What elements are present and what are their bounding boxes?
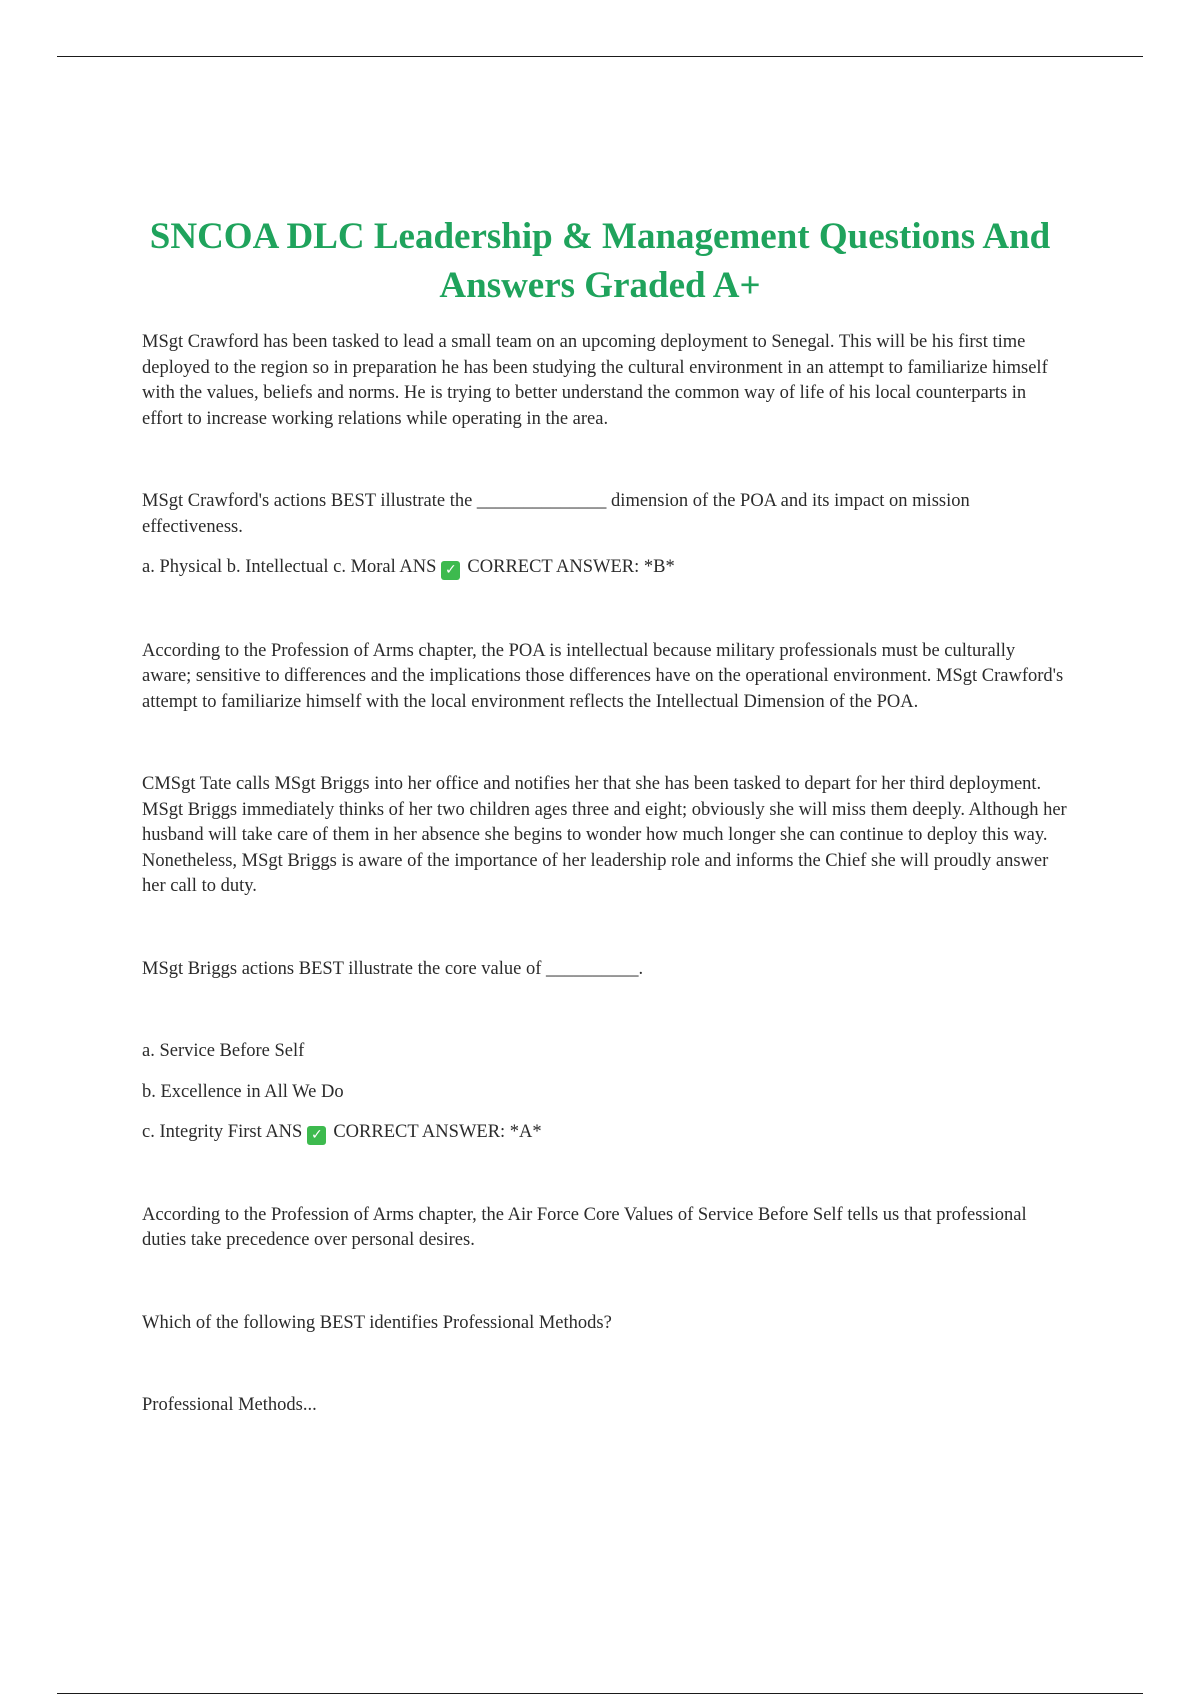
checkmark-icon: ✓ — [307, 1126, 326, 1145]
q2-option-b: b. Excellence in All We Do — [142, 1081, 344, 1102]
q3-partial: Professional Methods... — [142, 1395, 317, 1415]
q1-scenario: MSgt Crawford has been tasked to lead a small team on an upcoming deployment to Senegal. This will be his first time deployed to the region so in preparation he has been studying the cultural environment in an attempt to familiarize himself with the values, beliefs and norms. He is trying to better understand the common way of life of his local counterparts in effort to increase working relations while operating in the area. — [142, 332, 1048, 429]
document-title: SNCOA DLC Leadership & Management Questions And Answers Graded A+ — [149, 216, 1051, 306]
q2-option-c-answer — [142, 1120, 1067, 1146]
q1-question: MSgt Crawford's actions BEST illustrate the ______________ dimension of the POA and its impact on mission effectiveness. — [142, 491, 970, 537]
q2-option-a: a. Service Before Self — [142, 1041, 305, 1061]
q1-options: a. Physical b. Intellectual c. Moral ANS — [142, 557, 437, 577]
q1-correct-answer: CORRECT ANSWER: *B* — [467, 557, 675, 577]
q2-correct-answer: CORRECT ANSWER: *A* — [333, 1122, 542, 1142]
q2-scenario: CMSgt Tate calls MSgt Briggs into her office and notifies her that she has been tasked to depart for her third deployment. MSgt Briggs immediately thinks of her two children ages three and eight; obviously she will miss them deeply. Although her husband will take care of them in her absence she begins to wonder how much longer she can continue to deploy this way. Nonetheless, MSgt Briggs is aware of the importance of her leadership role and informs the Chief she will proudly answer her call to duty. — [142, 774, 1067, 896]
top-rule — [57, 56, 1143, 57]
document-body — [142, 330, 1067, 1419]
bottom-rule — [57, 1693, 1143, 1694]
q2-explanation: According to the Profession of Arms chapter, the Air Force Core Values of Service Before Self tells us that professional duties take precedence over personal desires. — [142, 1204, 1027, 1250]
q1-explanation: According to the Profession of Arms chapter, the POA is intellectual because military professionals must be culturally aware; sensitive to differences and the implications those differences have on the operational environment. MSgt Crawford's attempt to familiarize himself with the local environment reflects the Intellectual Dimension of the POA. — [142, 640, 1064, 712]
q2-question: MSgt Briggs actions BEST illustrate the core value of __________. — [142, 958, 644, 979]
q1-options-answer — [142, 555, 1067, 581]
q2-option-c: c. Integrity First ANS — [142, 1122, 303, 1142]
checkmark-icon: ✓ — [441, 561, 460, 580]
q3-question: Which of the following BEST identifies Professional Methods? — [142, 1312, 612, 1333]
